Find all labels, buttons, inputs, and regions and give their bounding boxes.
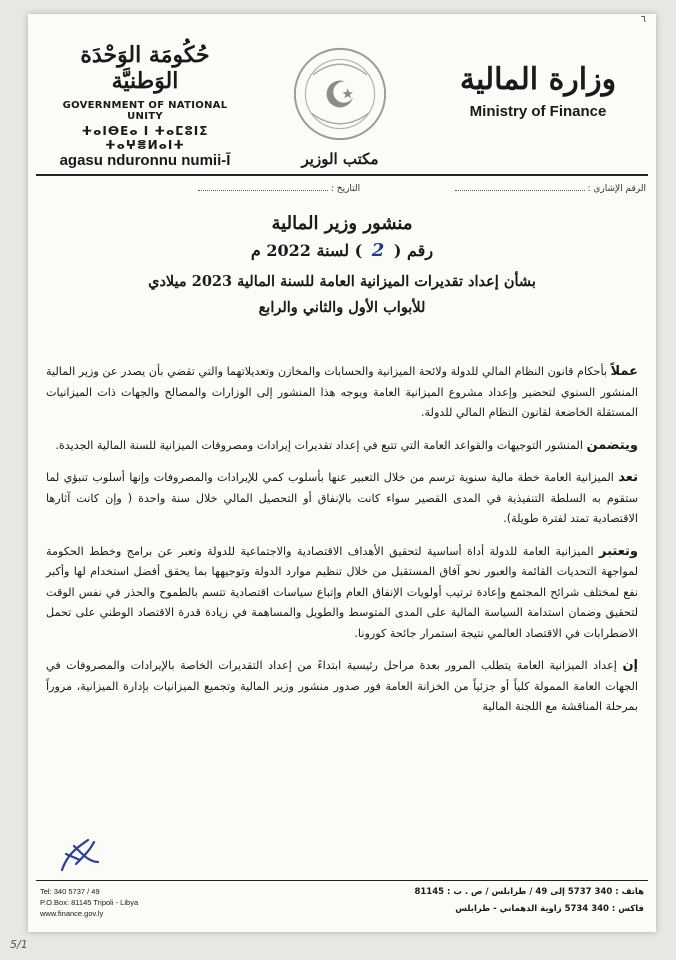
circular-number: 2 — [371, 240, 385, 261]
paragraph-1-text: بأحكام قانون النظام المالي للدولة ولائحة الميزانية والحسابات والمخازن وتعديلاتهما والتي تقضي بأن يصدر عن وزير المالية المنشور السنوي لتحضير وإعداد مشروع الميزانية العامة ويوجه هذا المنشور إلى الوزارات والمصالح والجهات ذات الميزانيات المستقلة الخاضعة لقانون النظام المالي للدولة. — [46, 365, 638, 419]
ministry-header — [438, 62, 638, 120]
government-name-english: GOVERNMENT OF NATIONAL UNITY — [62, 100, 228, 122]
paragraph-5-text: إعداد الميزانية العامة يتطلب المرور بعدة مراحل رئيسية ابتداءً من إعداد التقديرات الخاصة بالإيرادات والمصروفات في الجهات العامة الممولة كلياً أو جزئياً من الخزانة العامة فور صدور منشور وزير المالية وتجميع الميزانيات بإدارة الميزانية، مروراً بمرحلة المناقشة مع اللجنة المالية — [46, 659, 638, 713]
paragraph-2 — [46, 436, 638, 457]
circular-subject-line-1: بشأن إعداد تقديرات الميزانية العامة للسنة المالية 2023 ميلادي — [148, 273, 536, 290]
paragraph-3 — [46, 468, 638, 530]
paragraph-2-lead: ويتضمن — [586, 437, 638, 453]
ministry-name-english: Ministry of Finance — [469, 103, 607, 120]
circular-number-prefix: رقم ( — [393, 241, 434, 260]
government-name-tifinagh: ⵜⴰⵏⴱⴹⴰ ⵏ ⵜⴰⵎⵓⵏⵉ ⵜⴰⵖⴻⵍⴰⵏⵜ — [81, 124, 209, 152]
footer-website: www.finance.gov.ly — [40, 909, 104, 918]
paragraph-5-lead: إن — [622, 658, 638, 673]
paragraph-1 — [46, 362, 638, 424]
footer-contact-english — [40, 886, 138, 919]
footer-phone-arabic: هاتف : 340 5737 إلى 49 / طرابلس / ص . ب : 81145 — [414, 887, 644, 897]
paragraph-2-text: المنشور التوجيهات والقواعد العامة التي تتبع في إعداد تقديرات إيرادات ومصروفات الميزانية للسنة المالية الجديدة. — [55, 438, 587, 452]
handwritten-initials-icon — [54, 832, 114, 878]
page-number: 5/1 — [10, 938, 28, 951]
paragraph-1-lead: عملاً — [610, 364, 638, 379]
document-page — [28, 14, 656, 932]
paragraph-3-text: الميزانية العامة خطة مالية سنوية ترسم من خلال التعبير عنها بأسلوب كمي للإيرادات والمصروفات وإنها أسلوب تنبؤي لما ستقوم به السلطة التنفيذية في المدى القصير سواء كانت بالإنفاق أو التحصيل المالي خلال سنة واحدة ( وإن كانت آثارها الاقتصادية تمتد لفترة طويلة). — [46, 471, 638, 525]
circular-body — [46, 362, 638, 730]
government-name-amazigh-latin: agasu nduronnu numii-Ī — [59, 152, 231, 169]
date-label: التاريخ : — [330, 184, 361, 194]
footer-telephone: Tel: 340 5737 / 49 — [40, 887, 100, 896]
ministry-name-arabic: وزارة المالية — [459, 62, 617, 97]
paragraph-4 — [46, 542, 638, 645]
footer-divider — [36, 880, 648, 881]
circular-number-line — [48, 238, 636, 264]
government-name-arabic: حُكُومَة الوَحْدَة الوَطنيَّة — [80, 42, 210, 94]
circular-title-block — [48, 210, 636, 320]
paragraph-4-text: الميزانية العامة للدولة أداة أساسية لتحقيق الأهداف الاقتصادية والاجتماعية للدولة وتعبر عن برامج وخطط الحكومة لمواجهة التحديات القائمة والعبور نحو آفاق المستقبل من خلال تنظيم موارد الدولة وتوجيهها بما يحقق أفضل استخدام لها وأكبر نفع لمختلف شرائح المجتمع وإعادة ترتيب أولويات الإنفاق العام وإتباع سياسات اقتصادية تتسم بالطموح والحذر في نفس الوقت لتحقيق وضمان استدامة السياسة المالية على المدى المتوسط والطويل والمساهمة في زيادة قدرة الاقتصاد الوطني على تحمل الاضطرابات في الاقتصاد العالمي نتيجة استمرار جائحة كورونا. — [46, 544, 638, 640]
libya-emblem-icon — [292, 46, 388, 142]
paragraph-5 — [46, 656, 638, 718]
government-header — [50, 42, 240, 169]
circular-number-suffix: ) لسنة 2022 م — [250, 241, 363, 260]
date-field — [198, 182, 360, 194]
footer-po-box: P.O.Box: 81145 Tripoli - Libya — [40, 898, 139, 907]
paragraph-4-lead: وتعتبر — [599, 543, 638, 559]
header-divider — [36, 174, 648, 176]
footer-fax-arabic: فاكس : 340 5734 زاوية الدهماني - طرابلس — [455, 904, 644, 914]
footer-contact-arabic — [414, 884, 644, 918]
circular-title: منشور وزير المالية — [271, 213, 413, 234]
reference-number-label: الرقم الإشاري : — [587, 184, 646, 194]
reference-number-field — [455, 182, 646, 194]
minister-office-label: مكتب الوزير — [301, 150, 379, 168]
circular-subject-line-2: للأبواب الأول والثاني والرابع — [258, 299, 426, 316]
top-mark: ٦ — [640, 14, 646, 25]
paragraph-3-lead: تعد — [618, 470, 638, 485]
